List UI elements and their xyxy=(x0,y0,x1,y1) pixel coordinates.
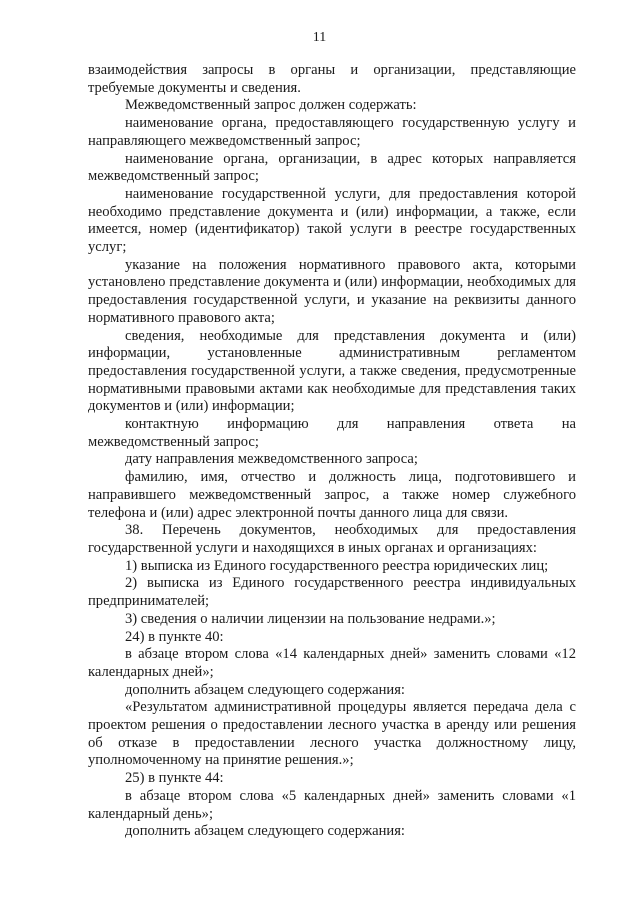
paragraph-amendment-24-quote: «Результатом административной процедуры является передача дела с проектом решения о предоставлении лесного участка в аренду или решения об отказе в предоставлении лесного участка должностному лицу, уполномоченному на принятие решения.»; xyxy=(88,699,576,769)
paragraph-amendment-25-add: дополнить абзацем следующего содержания: xyxy=(125,823,405,840)
paragraph-item-legal-act: указание на положения нормативного правового акта, которыми установлено представление документа и (или) информации, необходимых для предоставления государственной услуги, и указание на реквизиты данного нормативного правового акта; xyxy=(88,256,576,326)
paragraph-list-item-2: 2) выписка из Единого государственного реестра индивидуальных предпринимателей; xyxy=(88,575,576,610)
paragraph-item-service-name: наименование государственной услуги, для предоставления которой необходимо представление документа и (или) информации, а также, если имеется, номер (идентификатор) такой услуги в реестре государственных услуг; xyxy=(88,185,576,256)
page-number: 11 xyxy=(312,30,327,45)
paragraph-item-contact-info: контактную информацию для направления ответа на межведомственный запрос; xyxy=(88,416,576,450)
paragraph-amendment-24: 24) в пункте 40: xyxy=(125,628,224,645)
paragraph-item-responsible-person: фамилию, имя, отчество и должность лица, подготовившего и направившего межведомственный запрос, а также номер служебного телефона и (или) адрес электронной почты данного лица для связи. xyxy=(88,469,576,521)
paragraph-item-request-date: дату направления межведомственного запроса; xyxy=(125,451,418,468)
paragraph-request-contents-intro: Межведомственный запрос должен содержать: xyxy=(125,97,417,114)
paragraph-amendment-24-replace: в абзаце втором слова «14 календарных дней» заменить словами «12 календарных дней»; xyxy=(88,646,576,680)
paragraph-list-item-1: 1) выписка из Единого государственного реестра юридических лиц; xyxy=(125,557,549,574)
paragraph-amendment-24-add: дополнить абзацем следующего содержания: xyxy=(125,681,405,698)
paragraph-clause-38: 38. Перечень документов, необходимых для предоставления государственной услуги и находящихся в иных органах и организациях: xyxy=(88,522,576,556)
paragraph-amendment-25-replace: в абзаце втором слова «5 календарных дней» заменить словами «1 календарный день»; xyxy=(88,787,576,822)
paragraph-continuation: взаимодействия запросы в органы и организации, представляющие требуемые документы и сведения. xyxy=(88,62,576,96)
paragraph-item-issuing-body: наименование органа, предоставляющего государственную услугу и направляющего межведомственный запрос; xyxy=(88,115,576,149)
paragraph-amendment-25: 25) в пункте 44: xyxy=(125,770,224,787)
paragraph-list-item-3: 3) сведения о наличии лицензии на пользование недрами.»; xyxy=(125,610,496,627)
document-body xyxy=(88,62,576,841)
paragraph-item-recipient-body: наименование органа, организации, в адрес которых направляется межведомственный запрос; xyxy=(88,150,576,185)
paragraph-item-required-info: сведения, необходимые для представления документа и (или) информации, установленные административным регламентом предоставления государственной услуги, а также сведения, предусмотренные нормативными правовыми актами как необходимые для представления таких документов и (или) информации; xyxy=(88,327,576,415)
